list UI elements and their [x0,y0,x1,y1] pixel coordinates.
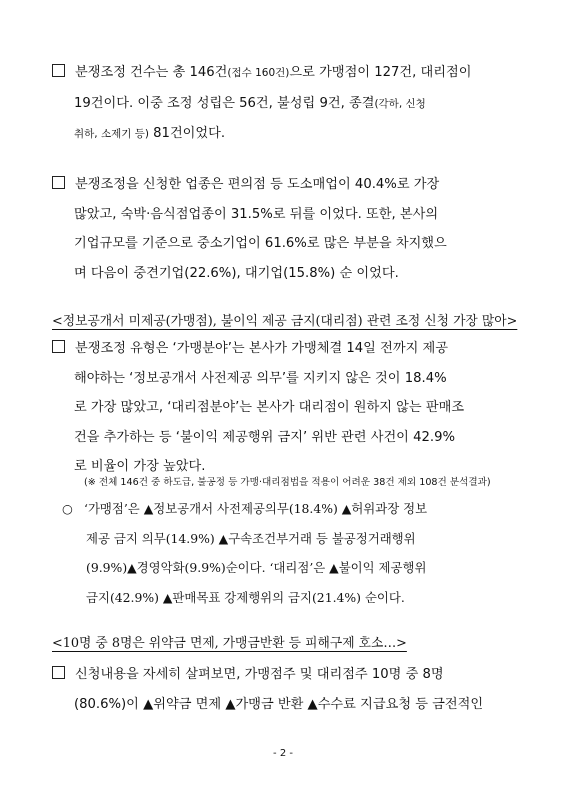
section-heading-1: <정보공개서 미제공(가맹점), 불이익 제공 금지(대리점) 관련 조정 신청 가장 많아> [52,314,518,329]
analysis-note: (※ 전체 146건 중 하도급, 불공정 등 가맹·대리점법을 적용이 어려운 38건 제외 108건 분석결과) [84,477,491,488]
paragraph-dispute-type [52,334,522,482]
text-line: 금지(42.9%) ▲판매목표 강제행위의 금지(21.4%) 순이다. [86,589,405,605]
text-line: 제공 금지 의무(14.9%) ▲구속조건부거래 등 불공정거래행위 [86,530,416,546]
text-line: (9.9%)▲경영악화(9.9%)순이다. ‘대리점’은 ▲불이익 제공행위 [86,560,427,575]
text-line: 로 비율이 가장 높았다. [74,459,206,474]
text-line: 19건이다. 이중 조정 성립은 56건, 불성립 9건, 종결(각하, 신청 [74,95,426,111]
circle-bullet-icon: ○ [62,501,73,516]
text-line: 며 다음이 중견기업(22.6%), 대기업(15.8%) 순 이었다. [74,265,399,281]
text-line: 건을 추가하는 등 ‘불이익 제공행위 금지’ 위반 관련 사건이 42.9% [74,429,456,445]
text-line: 많았고, 숙박·음식점업종이 31.5%로 뒤를 이었다. 또한, 본사의 [74,206,439,222]
paragraph-dispute-count [52,58,522,150]
text-line: 분쟁조정을 신청한 업종은 편의점 등 도소매업이 40.4%로 가장 [52,170,522,200]
text-line: 분쟁조정 건수는 총 146건(접수 160건)으로 가맹점이 127건, 대리점이 [52,58,522,89]
page-number: - 2 - [273,748,293,759]
text-line: 기업규모를 기준으로 중소기업이 61.6%로 많은 부분을 차지했으 [74,236,447,251]
paragraph-industry [52,170,522,288]
text-line: (80.6%)이 ▲위약금 면제 ▲가맹금 반환 ▲수수료 지급요청 등 금전적인 [74,696,484,712]
text-line: 해야하는 ‘정보공개서 사전제공 의무’를 지키지 않은 것이 18.4% [74,370,447,386]
checkbox-bullet-icon [52,340,65,353]
paragraph-request-content [52,660,522,719]
checkbox-bullet-icon [52,64,65,77]
section-heading-2: <10명 중 8명은 위약금 면제, 가맹금반환 등 피해구제 호소…> [52,636,407,651]
text-line: ○ ‘가맹점’은 ▲정보공개서 사전제공의무(18.4%) ▲허위과장 정보 [62,494,532,524]
text-line: 분쟁조정 유형은 ‘가맹분야’는 본사가 가맹체결 14일 전까지 제공 [52,334,522,364]
checkbox-bullet-icon [52,666,65,679]
checkbox-bullet-icon [52,176,65,189]
text-line: 신청내용을 자세히 살펴보면, 가맹점주 및 대리점주 10명 중 8명 [52,660,522,690]
paragraph-type-detail [62,494,532,612]
text-line: 취하, 소제기 등) 81건이었다. [74,126,226,141]
text-line: 로 가장 많았고, ‘대리점분야’는 본사가 대리점이 원하지 않는 판매조 [74,400,465,415]
